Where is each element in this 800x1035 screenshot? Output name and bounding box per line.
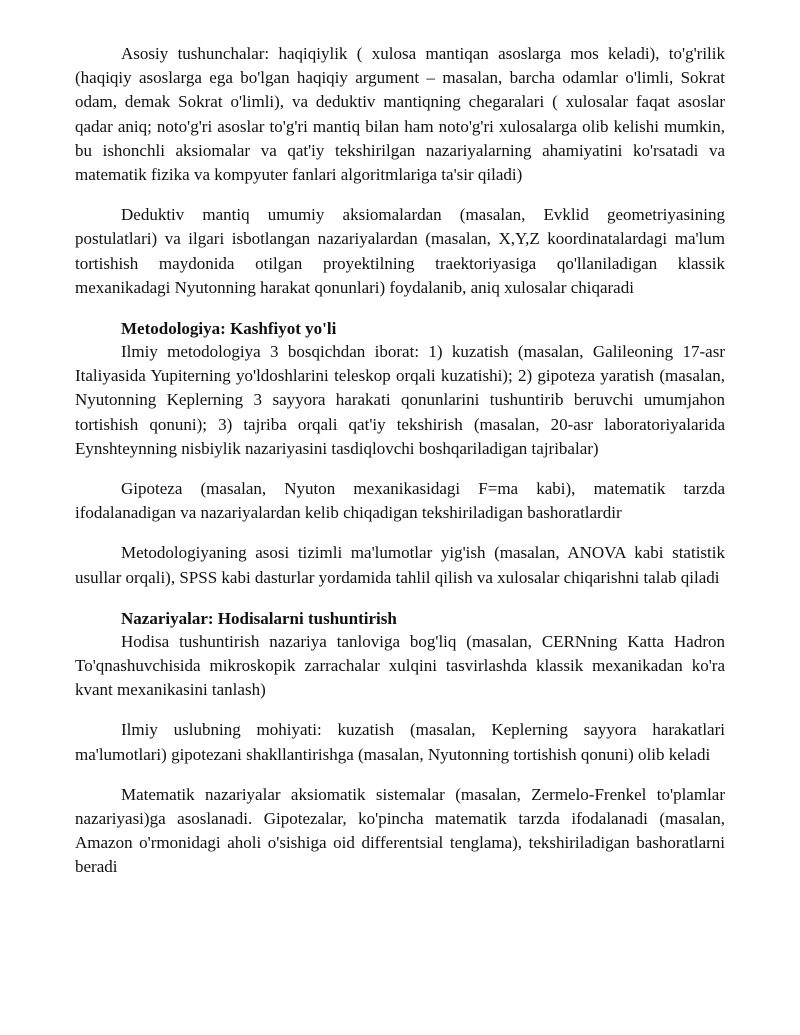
- paragraph-gap: [75, 767, 725, 783]
- paragraph-mathematical-theories: Matematik nazariyalar aksiomatik sistemalar (masalan, Zermelo-Frenkel to'plamlar nazariyasi)ga asoslanadi. Gipotezalar, ko'pincha matematik tarzda ifodalanadi (masalan, Amazon o'rmonidagi aholi o'sishiga oid differentsial tenglama), tekshiriladigan bashoratlarni beradi: [75, 784, 725, 877]
- section-heading-theories: Nazariyalar: Hodisalarni tushuntirish: [121, 608, 397, 628]
- paragraph-methodology-basis: Metodologiyaning asosi tizimli ma'lumotlar yig'ish (masalan, ANOVA kabi statistik usullar orqali), SPSS kabi dasturlar yordamida tahlil qilish va xulosalar chiqarishni talab qiladi: [75, 543, 725, 587]
- paragraph-scientific-method: Ilmiy uslubning mohiyati: kuzatish (masalan, Keplerning sayyora harakatlari ma'lumotlari) gipotezani shakllantirishga (masalan, Nyutonning tortishish qonuni) olib keladi: [75, 720, 725, 764]
- paragraph-basic-concepts: Asosiy tushunchalar: haqiqiylik ( xulosa mantiqan asoslarga mos keladi), to'g'rilik (haqiqiy asoslarga ega bo'lgan haqiqiy argument – masalan, barcha odamlar o'limli, Sokrat odam, demak Sokrat o'limli), va deduktiv mantiqning chegaralari ( xulosalar faqat asoslar qadar aniq; noto'g'ri asoslar to'g'ri mantiq bilan ham noto'g'ri xulosalarga olib kelishi mumkin, bu ishonchli aksiomalar va qat'iy tekshirilgan nazariyalarning ahamiyatini ko'rsatadi va matematik fizika va kompyuter fanlari algoritmlariga ta'sir qiladi): [75, 44, 725, 185]
- paragraph-deductive-logic: Deduktiv mantiq umumiy aksiomalardan (masalan, Evklid geometriyasining postulatlari) va ilgari isbotlangan nazariyalardan (masalan, X,Y,Z koordinatalardagi ma'lum tortishish maydonida otilgan proyektilning traektoriyasiga qo'llaniladigan klassik mexanikadagi Nyutonning harakat qonunlari) foydalanib, aniq xulosalar chiqaradi: [75, 205, 725, 297]
- document-page: [75, 42, 725, 880]
- paragraph-phenomena-explanation: Hodisa tushuntirish nazariya tanloviga bog'liq (masalan, CERNning Katta Hadron To'qnashuvchisida mikroskopik zarrachalar xulqini tasvirlashda klassik mexanikadan ko'ra kvant mexanikasini tanlash): [75, 631, 725, 700]
- paragraph-gap: [75, 187, 725, 203]
- paragraph-gap: [75, 461, 725, 477]
- paragraph-gap: [75, 300, 725, 316]
- section-heading-methodology: Metodologiya: Kashfiyot yo'li: [121, 319, 337, 339]
- paragraph-gap: [75, 590, 725, 606]
- paragraph-methodology-steps: Ilmiy metodologiya 3 bosqichdan iborat: 1) kuzatish (masalan, Galileoning 17-asr Italiyasida Yupiterning yo'ldoshlarini teleskop orqali kuzatishi); 2) gipoteza yaratish (masalan, Nyutonning Keplerning 3 sayyora harakati qonunlarini tushuntirib beruvchi umumjahon tortishish qonuni); 3) tajriba orqali qat'iy tekshirish (masalan, 20-asr laboratoriyalarida Eynshteynning nisbiylik nazariyasini tasdiqlovchi boshqariladigan tajribalar): [75, 342, 725, 458]
- paragraph-gap: [75, 702, 725, 718]
- paragraph-hypothesis: Gipoteza (masalan, Nyuton mexanikasidagi F=ma kabi), matematik tarzda ifodalanadigan va nazariyalardan kelib chiqadigan tekshiriladigan bashoratlardir: [75, 479, 725, 523]
- paragraph-gap: [75, 525, 725, 541]
